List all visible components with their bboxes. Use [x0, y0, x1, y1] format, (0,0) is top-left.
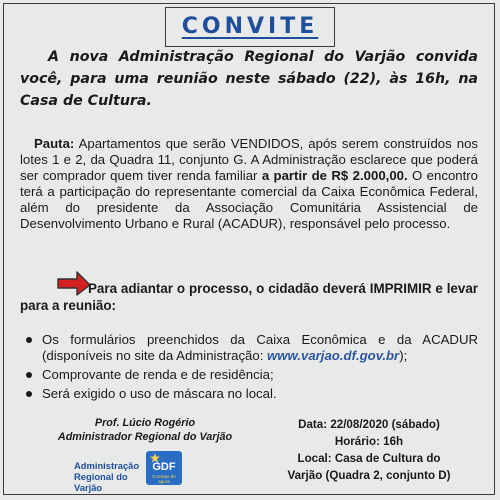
list-item-end: );: [399, 348, 408, 363]
signature-block: [40, 416, 250, 444]
event-date: Data: 22/08/2020 (sábado): [298, 418, 440, 431]
list-item: [20, 367, 478, 383]
pauta-paragraph: [20, 136, 478, 232]
intro-paragraph: A nova Administração Regional do Varjão convida você, para uma reunião neste sábado (22), às 16h, na Casa de Cultura.: [20, 49, 478, 109]
administracao-logo: [74, 460, 146, 493]
administracao-logo-line2: Regional do Varjão: [74, 471, 128, 493]
gdf-logo-subtext: O tempo do agora: [152, 474, 176, 484]
event-time: Horário: 16h: [334, 435, 404, 448]
list-item-text: Os formulários preenchidos da Caixa Econômica e da ACADUR (disponíveis no site da Administração:: [42, 332, 478, 363]
signature-role: Administrador Regional do Varjão: [57, 431, 233, 443]
gdf-logo-text: GDF: [152, 461, 176, 473]
event-place-line1: Local: Casa de Cultura do: [297, 452, 441, 465]
bullet-icon: [26, 337, 32, 343]
list-item-text: Será exigido o uso de máscara no local.: [42, 386, 277, 401]
site-link[interactable]: www.varjao.df.gov.br: [267, 348, 400, 363]
bullet-icon: [26, 391, 32, 397]
requirements-list: [20, 332, 478, 405]
gdf-logo: [146, 451, 182, 485]
title-box: [165, 7, 335, 47]
page-title: CONVITE: [181, 14, 319, 39]
bullet-icon: [26, 372, 32, 378]
pauta-text-1: Apartamentos que serão VENDIDOS, após serem construídos nos lotes 1 e 2, da Quadra 11, conjunto G. A Administração esclarece que poderá ser comprador quem tiver renda familiar: [20, 136, 478, 183]
pauta-label: Pauta:: [34, 136, 75, 151]
pauta-text-2: O encontro terá a participação do representante comercial da Caixa Econômica Federal, além do presidente da Associação Comunitária Assistencial de Desenvolvimento Urbano e Rural (ACADUR), responsável pelo processo.: [20, 168, 479, 231]
list-item: [20, 386, 478, 402]
list-item: [20, 332, 478, 364]
list-item-text: Comprovante de renda e de residência;: [42, 367, 274, 382]
signature-name: Prof. Lúcio Rogério: [94, 417, 196, 429]
pauta-bold-value: a partir de R$ 2.000,00.: [261, 168, 408, 183]
event-details: [262, 416, 476, 484]
administracao-logo-line1: Administração: [74, 460, 140, 471]
event-place-line2: Varjão (Quadra 2, conjunto D): [287, 469, 451, 482]
adiantar-paragraph: Para adiantar o processo, o cidadão deverá IMPRIMIR e levar para a reunião:: [20, 281, 478, 313]
